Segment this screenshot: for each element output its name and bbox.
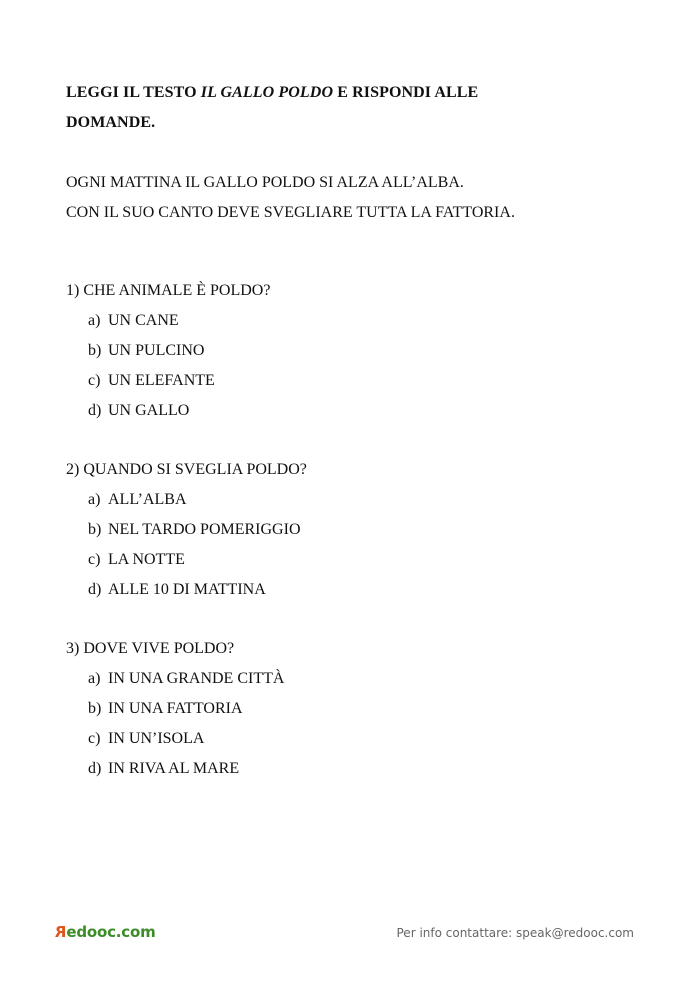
option-letter: a) [88,670,101,687]
option-label: IN UN’ISOLA [108,730,205,747]
answer-option[interactable] [66,366,270,396]
option-label: UN PULCINO [108,342,205,359]
answer-option[interactable] [66,306,270,336]
option-label: IN UNA GRANDE CITTÀ [108,670,285,687]
reading-text [66,168,515,228]
option-letter: b) [88,342,102,359]
answer-option[interactable] [66,694,284,724]
story-title: IL GALLO POLDO [200,84,334,101]
answer-option[interactable] [66,754,284,784]
redooc-logo[interactable] [55,923,156,941]
option-letter: a) [88,312,101,329]
question-text: 3) DOVE VIVE POLDO? [66,640,235,657]
option-letter: d) [88,760,102,777]
answer-option[interactable] [66,575,307,605]
logo-text: edooc.com [66,923,156,941]
option-letter: a) [88,491,101,508]
option-letter: b) [88,521,102,538]
option-label: UN ELEFANTE [108,372,215,389]
worksheet-title [66,78,586,138]
option-letter: c) [88,551,101,568]
reading-text-line-2: CON IL SUO CANTO DEVE SVEGLIARE TUTTA LA FATTORIA. [66,204,515,221]
answer-option[interactable] [66,396,270,426]
question-text: 2) QUANDO SI SVEGLIA POLDO? [66,461,307,478]
answer-option[interactable] [66,664,284,694]
option-label: UN CANE [108,312,179,329]
logo-mirrored-r: R [55,923,67,941]
option-label: NEL TARDO POMERIGGIO [108,521,301,538]
question-2 [66,455,307,605]
answer-option[interactable] [66,515,307,545]
option-label: UN GALLO [108,402,190,419]
option-label: IN UNA FATTORIA [108,700,243,717]
contact-info: Per info contattare: speak@redooc.com [396,926,634,940]
option-letter: c) [88,372,101,389]
answer-option[interactable] [66,336,270,366]
option-letter: b) [88,700,102,717]
answer-option[interactable] [66,724,284,754]
answer-options [66,664,284,784]
question-3 [66,634,284,784]
option-label: IN RIVA AL MARE [108,760,240,777]
reading-text-line-1: OGNI MATTINA IL GALLO POLDO SI ALZA ALL’ALBA. [66,174,464,191]
question-text: 1) CHE ANIMALE È POLDO? [66,282,271,299]
option-letter: c) [88,730,101,747]
title-line-2: DOMANDE. [66,114,156,131]
option-letter: d) [88,402,102,419]
option-letter: d) [88,581,102,598]
answer-options [66,485,307,605]
option-label: ALLE 10 DI MATTINA [108,581,266,598]
answer-options [66,306,270,426]
option-label: LA NOTTE [108,551,185,568]
answer-option[interactable] [66,545,307,575]
answer-option[interactable] [66,485,307,515]
question-1 [66,276,270,426]
title-line-1: LEGGI IL TESTO IL GALLO POLDO E RISPONDI ALLE [66,84,479,101]
option-label: ALL’ALBA [108,491,187,508]
